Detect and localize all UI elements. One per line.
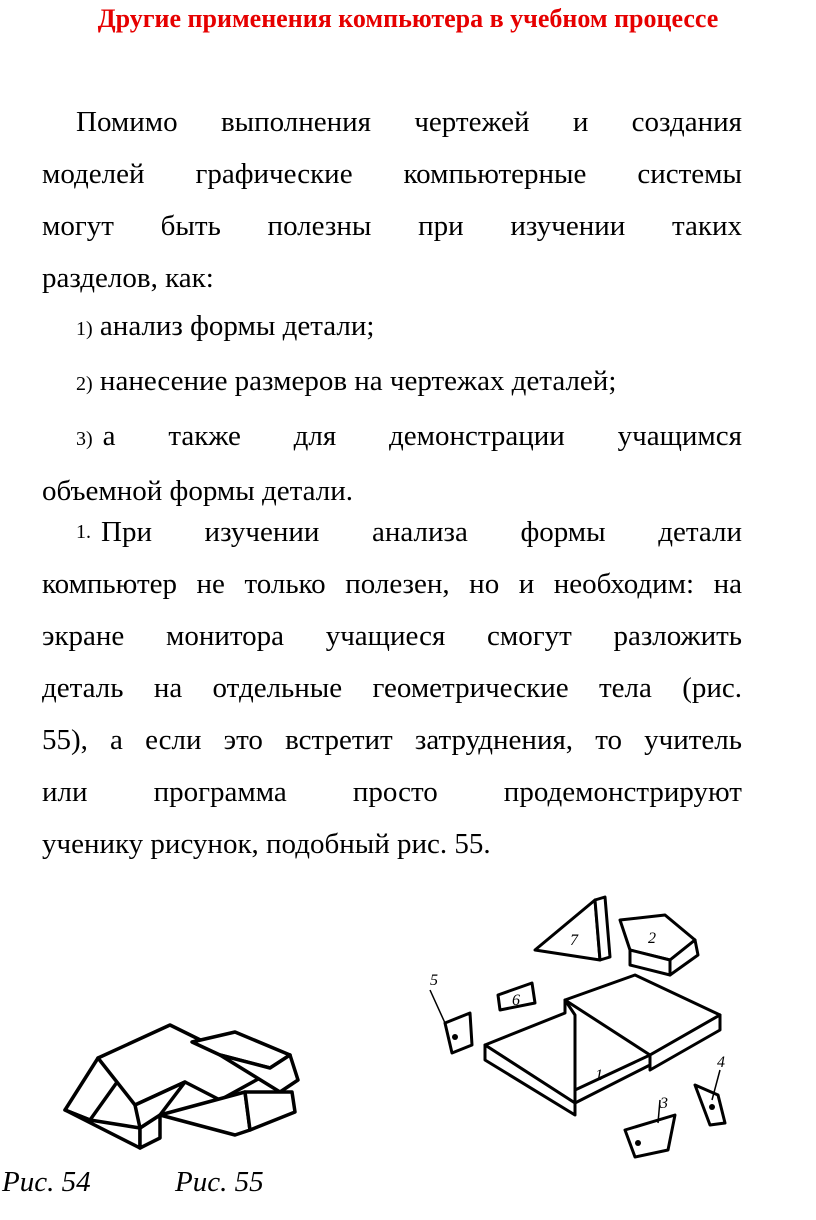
part-label-6: 6: [512, 992, 520, 1009]
part-label-5: 5: [430, 972, 438, 989]
intro-line: могут быть полезны при изучении таких: [42, 210, 742, 242]
section1-line: При изучении анализа формы детали: [101, 516, 742, 548]
section1-paragraph: [42, 506, 742, 870]
section1-line: 55), а если это встретит затруднения, то учитель: [42, 724, 742, 756]
figure-55-caption: Рис. 55: [175, 1166, 264, 1198]
section1-line: деталь на отдельные геометрические тела (рис.: [42, 672, 742, 704]
figure-55-drawing: [420, 895, 740, 1185]
section-number: 1.: [76, 521, 91, 543]
list-item-number: 3): [76, 428, 93, 450]
intro-paragraph: [42, 96, 742, 304]
figure-54-drawing: [40, 1020, 360, 1160]
list-item-number: 1): [76, 318, 93, 340]
list-item-text: а также для демонстрации учащимся: [102, 420, 742, 452]
intro-line: Помимо выполнения чертежей и создания: [76, 106, 742, 138]
section1-first-line: [42, 506, 742, 558]
section1-line: экране монитора учащиеся смогут разложить: [42, 620, 742, 652]
part-label-1: 1: [595, 1067, 603, 1084]
list-item: [42, 410, 742, 465]
list-item-number-wrap: [76, 410, 93, 465]
part-label-3: 3: [660, 1095, 668, 1112]
list-item-text: нанесение размеров на чертежах деталей;: [99, 365, 617, 397]
list-item-text: анализ формы детали;: [99, 310, 375, 342]
part-label-4: 4: [717, 1054, 725, 1071]
section1-line: ученику рисунок, подобный рис. 55.: [42, 828, 491, 860]
intro-line: разделов, как:: [42, 262, 214, 294]
list-item-continuation: объемной формы детали.: [42, 475, 353, 507]
figure-54-caption: Рис. 54: [2, 1166, 91, 1198]
list-item: [42, 355, 742, 410]
uses-list: [42, 300, 742, 517]
page-title: Другие применения компьютера в учебном процессе: [97, 4, 719, 33]
list-item-number: 2): [76, 373, 93, 395]
section1-line: или программа просто продемонстрируют: [42, 776, 742, 808]
section1-line: компьютер не только полезен, но и необходим: на: [42, 568, 742, 600]
part-label-7: 7: [570, 932, 578, 949]
part-label-2: 2: [648, 930, 656, 947]
list-item: [42, 300, 742, 355]
intro-line: моделей графические компьютерные системы: [42, 158, 742, 190]
